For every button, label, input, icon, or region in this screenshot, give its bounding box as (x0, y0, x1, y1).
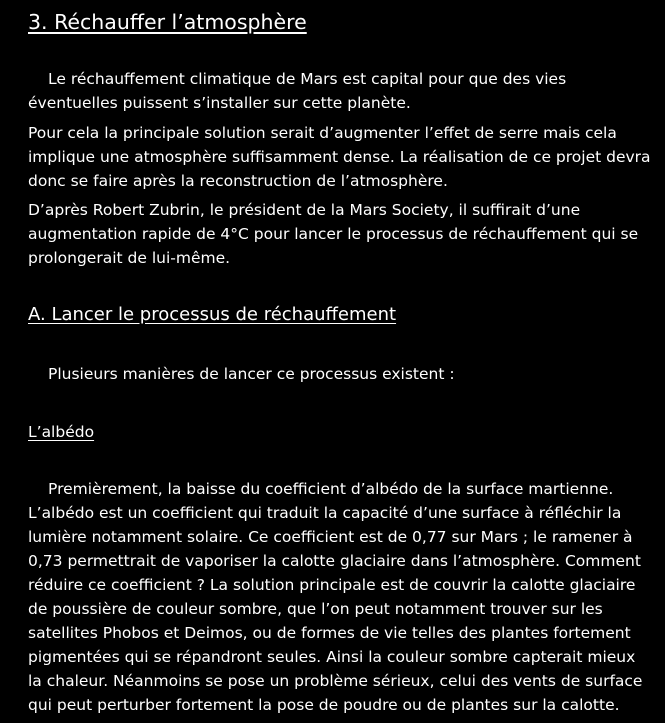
intro-paragraph-1 (28, 67, 653, 115)
text-line: implique une atmosphère suffisamment dense. La réalisation de ce projet devra (28, 148, 651, 166)
text-line: augmentation rapide de 4°C pour lancer le processus de réchauffement qui se (28, 225, 639, 243)
section-title: 3. Réchauffer l’atmosphère (28, 10, 307, 34)
text-line: prolongerait de lui-même. (28, 249, 231, 267)
text-line: L’albédo est un coefficient qui traduit la capacité d’une surface à réfléchir la (28, 504, 622, 522)
text-line: Plusieurs manières de lancer ce processus existent : (48, 365, 455, 383)
subsection-intro (28, 362, 653, 386)
albedo-paragraph (28, 477, 653, 717)
intro-paragraph-2 (28, 121, 653, 193)
text-line: lumière notamment solaire. Ce coefficient est de 0,77 sur Mars ; le ramener à (28, 528, 633, 546)
text-line: réduire ce coefficient ? La solution principale est de couvrir la calotte glaciaire (28, 576, 636, 594)
text-line: éventuelles puissent s’installer sur cette planète. (28, 94, 411, 112)
text-line: de poussière de couleur sombre, que l’on peut notamment trouver sur les (28, 600, 603, 618)
text-line: Le réchauffement climatique de Mars est capital pour que des vies (48, 70, 567, 88)
text-line: satellites Phobos et Deimos, ou de formes de vie telles des plantes fortement (28, 624, 631, 642)
text-line: pigmentées qui se répandront seules. Ainsi la couleur sombre capterait mieux (28, 648, 636, 666)
subsection-title: A. Lancer le processus de réchauffement (28, 304, 397, 325)
albedo-title: L’albédo (28, 423, 95, 441)
text-line: donc se faire après la reconstruction de l’atmosphère. (28, 172, 448, 190)
text-line: 0,73 permettrait de vaporiser la calotte glaciaire dans l’atmosphère. Comment (28, 552, 641, 570)
text-line: Pour cela la principale solution serait d’augmenter l’effet de serre mais cela (28, 124, 617, 142)
text-line: qui peut perturber fortement la pose de poudre ou de plantes sur la calotte. (28, 696, 620, 714)
text-line: Premièrement, la baisse du coefficient d’albédo de la surface martienne. (48, 480, 614, 498)
text-line: D’après Robert Zubrin, le président de la Mars Society, il suffirait d’une (28, 201, 581, 219)
intro-paragraph-3 (28, 198, 653, 270)
text-line: la chaleur. Néanmoins se pose un problème sérieux, celui des vents de surface (28, 672, 643, 690)
